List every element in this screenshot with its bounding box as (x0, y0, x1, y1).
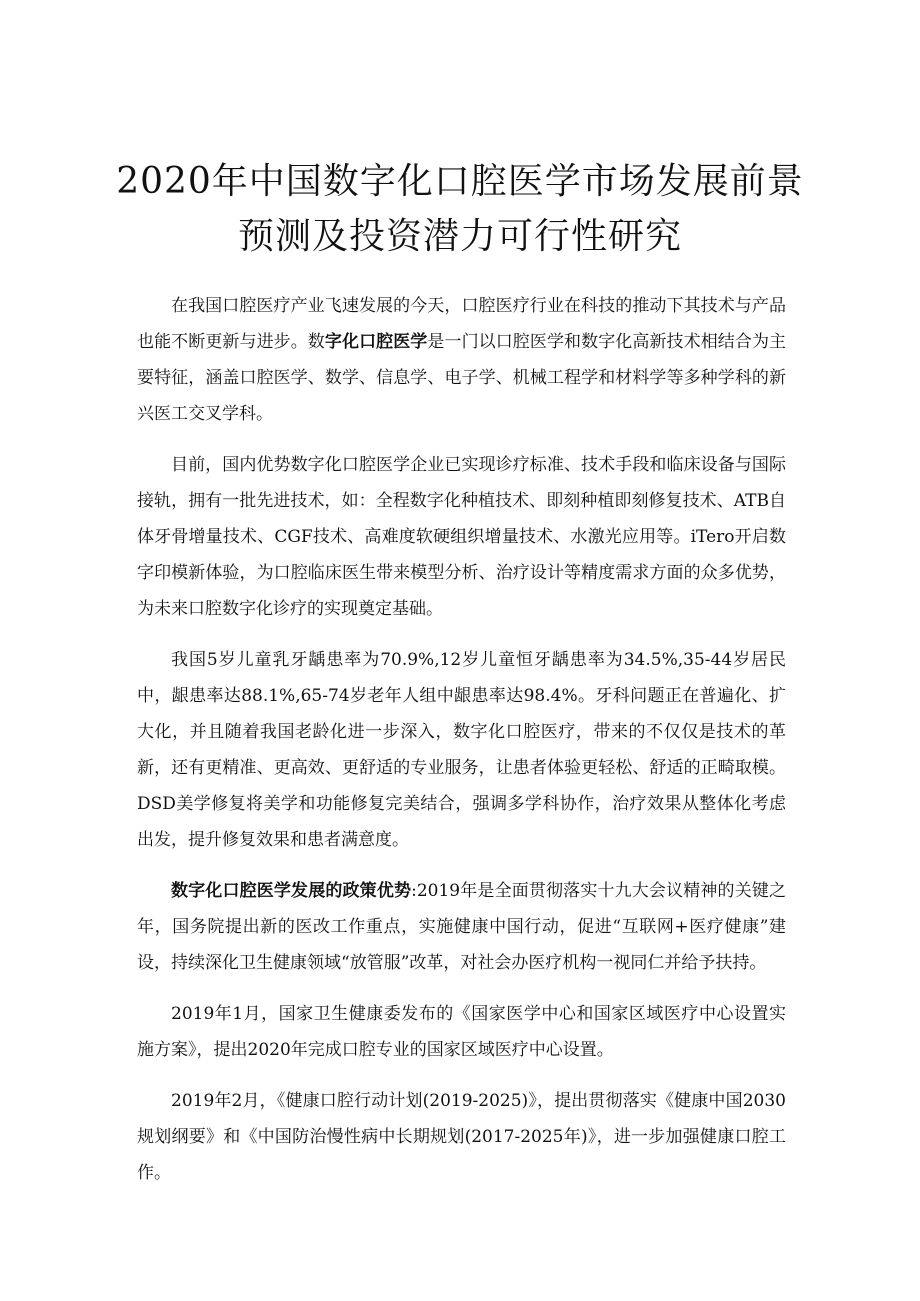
paragraph-january-2019: 2019年1月，国家卫生健康委发布的《国家医学中心和国家区域医疗中心设置实施方案》，提出2020年完成口腔专业的国家区域医疗中心设置。 (137, 1004, 786, 1060)
paragraph-text: 是一门以口腔医学和数字化高新技术相结合为主要特征，涵盖口腔医学、数学、信息学、电子学、机械工程学和材料学等多种学科的新兴医工交叉学科。 (137, 332, 787, 424)
paragraph-february-2019: 2019年2月，《健康口腔行动计划(2019-2025)》，提出贯彻落实《健康中国2030规划纲要》和《中国防治慢性病中长期规划(2017-2025年)》，进一步加强健康口腔工作。 (137, 1091, 786, 1183)
paragraph-text: :2019年是全面贯彻落实十九大会议精神的关键之年，国务院提出新的医改工作重点，实施健康中国行动，促进“互联网+医疗健康”建设，持续深化卫生健康领域“放管服”改革，对社会办医疗机构一视同仁并给予扶持。 (137, 881, 786, 973)
document-body (137, 288, 786, 1206)
document-title (100, 154, 820, 264)
title-line-2: 预测及投资潜力可行性研究 (237, 216, 682, 257)
bold-heading: 数字化口腔医学发展的政策优势 (171, 881, 412, 901)
paragraph-intro (137, 288, 786, 432)
paragraph-technology: 目前，国内优势数字化口腔医学企业已实现诊疗标准、技术手段和临床设备与国际接轨，拥有一批先进技术，如：全程数字化种植技术、即刻种植即刻修复技术、ATB自体牙骨增量技术、CGF技术、高难度软硬组织增量技术、水激光应用等。iTero开启数字印模新体验，为口腔临床医生带来模型分析、治疗设计等精度需求方面的众多优势，为未来口腔数字化诊疗的实现奠定基础。 (137, 455, 786, 619)
title-line-1: 2020年中国数字化口腔医学市场发展前景 (116, 161, 804, 202)
bold-term: 字化口腔医学 (324, 332, 428, 352)
paragraph-statistics: 我国5岁儿童乳牙龋患率为70.9%,12岁儿童恒牙龋患率为34.5%,35-44岁居民中，龈患率达88.1%,65-74岁老年人组中龈患率达98.4%。牙科问题正在普遍化、扩大化，并且随着我国老龄化进一步深入，数字化口腔医疗，带来的不仅仅是技术的革新，还有更精准、更高效、更舒适的专业服务，让患者体验更轻松、舒适的正畸取模。DSD美学修复将美学和功能修复完美结合，强调多学科协作，治疗效果从整体化考虑出发，提升修复效果和患者满意度。 (137, 650, 786, 850)
paragraph-text: 在我国口腔医疗产业飞速发展的今天，口腔医疗行业在科技的推动下其技术与产品也能不断更新与进步。数 (137, 296, 786, 352)
paragraph-policy (137, 873, 786, 981)
